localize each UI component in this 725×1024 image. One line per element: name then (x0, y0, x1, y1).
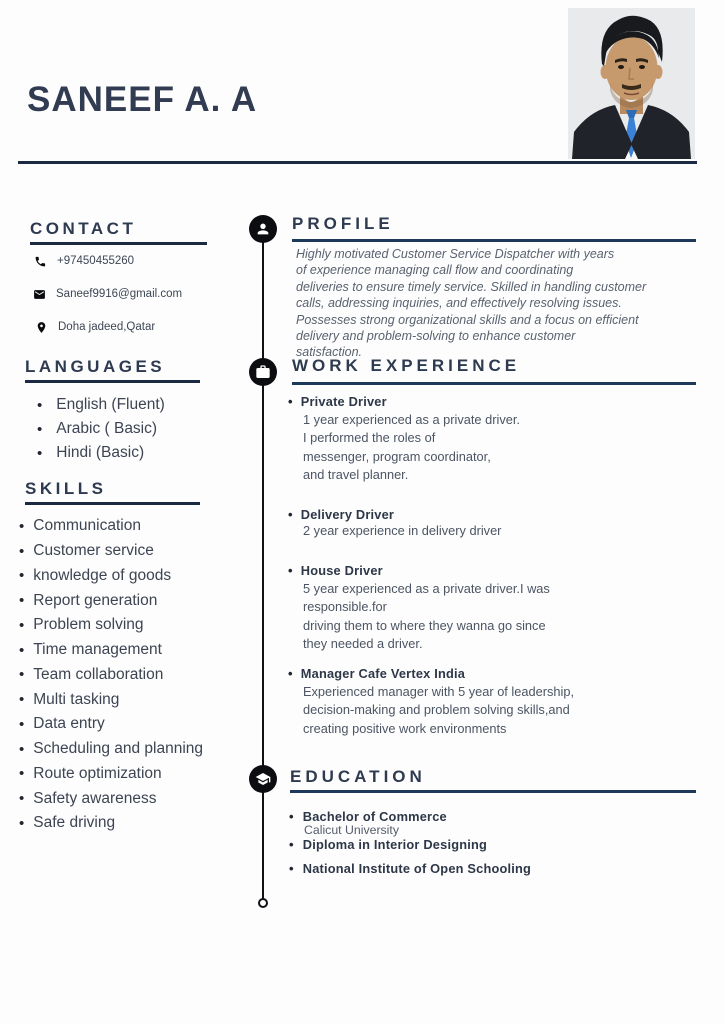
header-divider (18, 161, 697, 164)
timeline-line (262, 228, 264, 900)
job-line: they needed a driver. (303, 636, 423, 652)
skill-item: • Problem solving (19, 613, 203, 638)
job-line: messenger, program coordinator, (303, 448, 491, 464)
education-degree: • National Institute of Open Schooling (289, 861, 531, 876)
contact-email-value: Saneef9916@gmail.com (56, 288, 183, 300)
education-school: Calicut University (304, 823, 399, 837)
profile-photo (568, 8, 695, 159)
skill-item: • Safety awareness (19, 786, 203, 811)
skill-item: • Safe driving (19, 811, 203, 836)
profile-line: satisfaction. (296, 345, 363, 360)
contact-phone-row (33, 254, 134, 268)
job-line: I performed the roles of (303, 430, 436, 446)
job-line: responsible.for (303, 599, 387, 615)
skill-item: • Scheduling and planning (19, 737, 203, 762)
job-line: 5 year experienced as a private driver.I was (303, 581, 550, 596)
portrait-illustration (568, 8, 695, 159)
contact-phone-value: +97450455260 (57, 255, 135, 267)
job-title: • Delivery Driver (288, 507, 394, 522)
job-line: driving them to where they wanna go since (303, 617, 546, 633)
skill-item: • Route optimization (19, 762, 203, 787)
contact-email-row (32, 287, 182, 301)
languages-rule (25, 380, 200, 383)
profile-line: deliveries to ensure timely service. Skilled in handling customer (296, 279, 647, 294)
job-description (303, 522, 501, 540)
contact-location-value: Doha jadeed,Qatar (58, 321, 156, 333)
contact-location-row (34, 320, 155, 334)
profile-rule (292, 239, 696, 242)
skill-item: • Data entry (19, 712, 203, 737)
job-title: • Manager Cafe Vertex India (288, 666, 465, 681)
education-degree: • Bachelor of Commerce (289, 809, 447, 824)
education-section-node (249, 765, 277, 793)
profile-line: Highly motivated Customer Service Dispatcher with years (296, 247, 615, 261)
contact-section-title: CONTACT (30, 219, 137, 238)
language-item: • English (Fluent) (37, 393, 165, 417)
skill-item: • Communication (19, 514, 203, 539)
work-section-node (249, 358, 277, 386)
job-line: 2 year experience in delivery driver (303, 523, 502, 538)
job-line: Experienced manager with 5 year of leadership, (303, 684, 575, 699)
skills-section-title: SKILLS (25, 479, 107, 498)
briefcase-icon (255, 364, 271, 380)
language-item: • Hindi (Basic) (37, 441, 165, 465)
timeline-end-dot (258, 898, 268, 908)
education-rule (290, 790, 696, 793)
graduation-cap-icon (255, 771, 271, 787)
profile-summary (296, 246, 698, 361)
job-description (303, 411, 520, 485)
phone-icon (33, 254, 47, 268)
job-line: creating positive work environments (303, 720, 507, 736)
job-line: and travel planner. (303, 467, 409, 483)
skill-item: • Customer service (19, 539, 203, 564)
profile-section-title: PROFILE (292, 214, 394, 233)
skill-item: • Team collaboration (19, 663, 203, 688)
profile-line: calls, addressing inquiries, and effectively resolving issues. (296, 296, 622, 311)
person-icon (255, 221, 271, 237)
job-description (303, 580, 550, 654)
profile-line: Possesses strong organizational skills and a focus on efficient (296, 312, 639, 327)
contact-rule (30, 242, 207, 245)
skill-item: • Report generation (19, 588, 203, 613)
profile-section-node (249, 215, 277, 243)
job-line: decision-making and problem solving skills,and (303, 702, 570, 718)
education-degree: • Diploma in Interior Designing (289, 837, 487, 852)
job-title: • House Driver (288, 563, 383, 578)
profile-line: delivery and problem-solving to enhance customer (296, 328, 576, 343)
job-description (303, 683, 574, 738)
location-pin-icon (34, 320, 48, 334)
envelope-icon (32, 287, 46, 301)
skill-item: • knowledge of goods (19, 564, 203, 589)
skills-rule (25, 502, 200, 505)
language-item: • Arabic ( Basic) (37, 417, 165, 441)
skill-item: • Multi tasking (19, 687, 203, 712)
languages-list (37, 393, 165, 466)
education-section-title: EDUCATION (290, 767, 426, 786)
job-title: • Private Driver (288, 394, 387, 409)
profile-line: of experience managing call flow and coordinating (296, 263, 574, 278)
job-line: 1 year experienced as a private driver. (303, 412, 520, 427)
languages-section-title: LANGUAGES (25, 357, 166, 376)
work-rule (292, 382, 696, 385)
skill-item: • Time management (19, 638, 203, 663)
work-section-title: WORK EXPERIENCE (292, 356, 521, 375)
page-title: SANEEF A. A (27, 80, 258, 119)
skills-list (19, 514, 203, 836)
